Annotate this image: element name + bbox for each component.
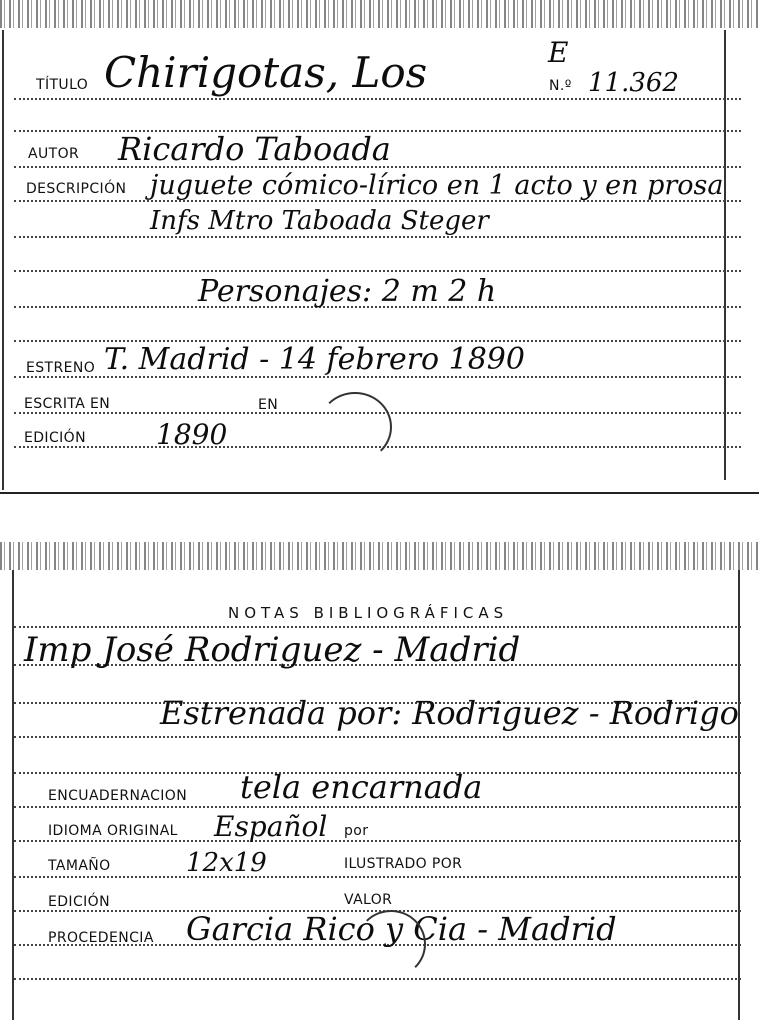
autor-value: Ricardo Taboada bbox=[118, 130, 391, 168]
rule-line bbox=[14, 98, 741, 100]
stamp-circle bbox=[318, 392, 392, 462]
estreno-value: T. Madrid - 14 febrero 1890 bbox=[104, 342, 525, 377]
scan-noise-strip bbox=[0, 0, 759, 28]
notas-heading: NOTAS BIBLIOGRÁFICAS bbox=[228, 604, 509, 622]
personajes-note: Personajes: 2 m 2 h bbox=[198, 274, 497, 309]
corner-mark: E bbox=[548, 36, 569, 69]
autor-label: AUTOR bbox=[28, 146, 80, 162]
rule-line bbox=[14, 806, 741, 808]
rule-line bbox=[14, 626, 741, 628]
catalog-card-top bbox=[0, 0, 759, 494]
titulo-value: Chirigotas, Los bbox=[104, 48, 428, 97]
card-right-edge bbox=[738, 570, 740, 1020]
stamp-circle bbox=[356, 910, 426, 978]
procedencia-value: Garcia Rico y Cia - Madrid bbox=[186, 910, 617, 948]
card-left-edge bbox=[12, 570, 14, 1020]
idioma-label: IDIOMA ORIGINAL bbox=[48, 823, 178, 839]
numero-label: N.º bbox=[549, 78, 572, 94]
card-left-edge bbox=[2, 30, 4, 490]
descripcion-label: DESCRIPCIÓN bbox=[26, 181, 127, 197]
rule-line bbox=[14, 736, 741, 738]
rule-line bbox=[14, 978, 741, 980]
nota-line-1: Imp José Rodriguez - Madrid bbox=[24, 630, 521, 670]
en-label: EN bbox=[258, 397, 279, 413]
valor-label: VALOR bbox=[344, 892, 393, 908]
titulo-label: TÍTULO bbox=[36, 77, 89, 93]
rule-line bbox=[14, 840, 741, 842]
escrita-label: ESCRITA EN bbox=[24, 396, 111, 412]
edicion-label: EDICIÓN bbox=[24, 430, 86, 446]
idioma-value: Español bbox=[214, 810, 328, 843]
numero-value: 11.362 bbox=[588, 68, 679, 98]
edicion-label-bottom: EDICIÓN bbox=[48, 894, 110, 910]
nota-line-2: Estrenada por: Rodriguez - Rodrigo bbox=[160, 694, 739, 732]
scan-noise-strip bbox=[0, 542, 759, 570]
edicion-value: 1890 bbox=[156, 418, 228, 451]
encuadernacion-value: tela encarnada bbox=[240, 768, 483, 806]
rule-line bbox=[14, 876, 741, 878]
descripcion-line-1: juguete cómico-lírico en 1 acto y en prosa bbox=[150, 170, 724, 201]
descripcion-line-2: Infs Mtro Taboada Steger bbox=[150, 206, 489, 236]
rule-line bbox=[14, 236, 741, 238]
tamano-label: TAMAÑO bbox=[48, 858, 111, 874]
card-separator bbox=[0, 492, 759, 494]
por-label: por bbox=[344, 823, 369, 839]
encuadernacion-label: ENCUADERNACION bbox=[48, 788, 188, 804]
estreno-label: ESTRENO bbox=[26, 360, 96, 376]
catalog-card-bottom bbox=[0, 538, 759, 1028]
tamano-value: 12x19 bbox=[186, 848, 267, 878]
procedencia-label: PROCEDENCIA bbox=[48, 930, 154, 946]
rule-line bbox=[14, 270, 741, 272]
ilustrado-label: ILUSTRADO POR bbox=[344, 856, 463, 872]
